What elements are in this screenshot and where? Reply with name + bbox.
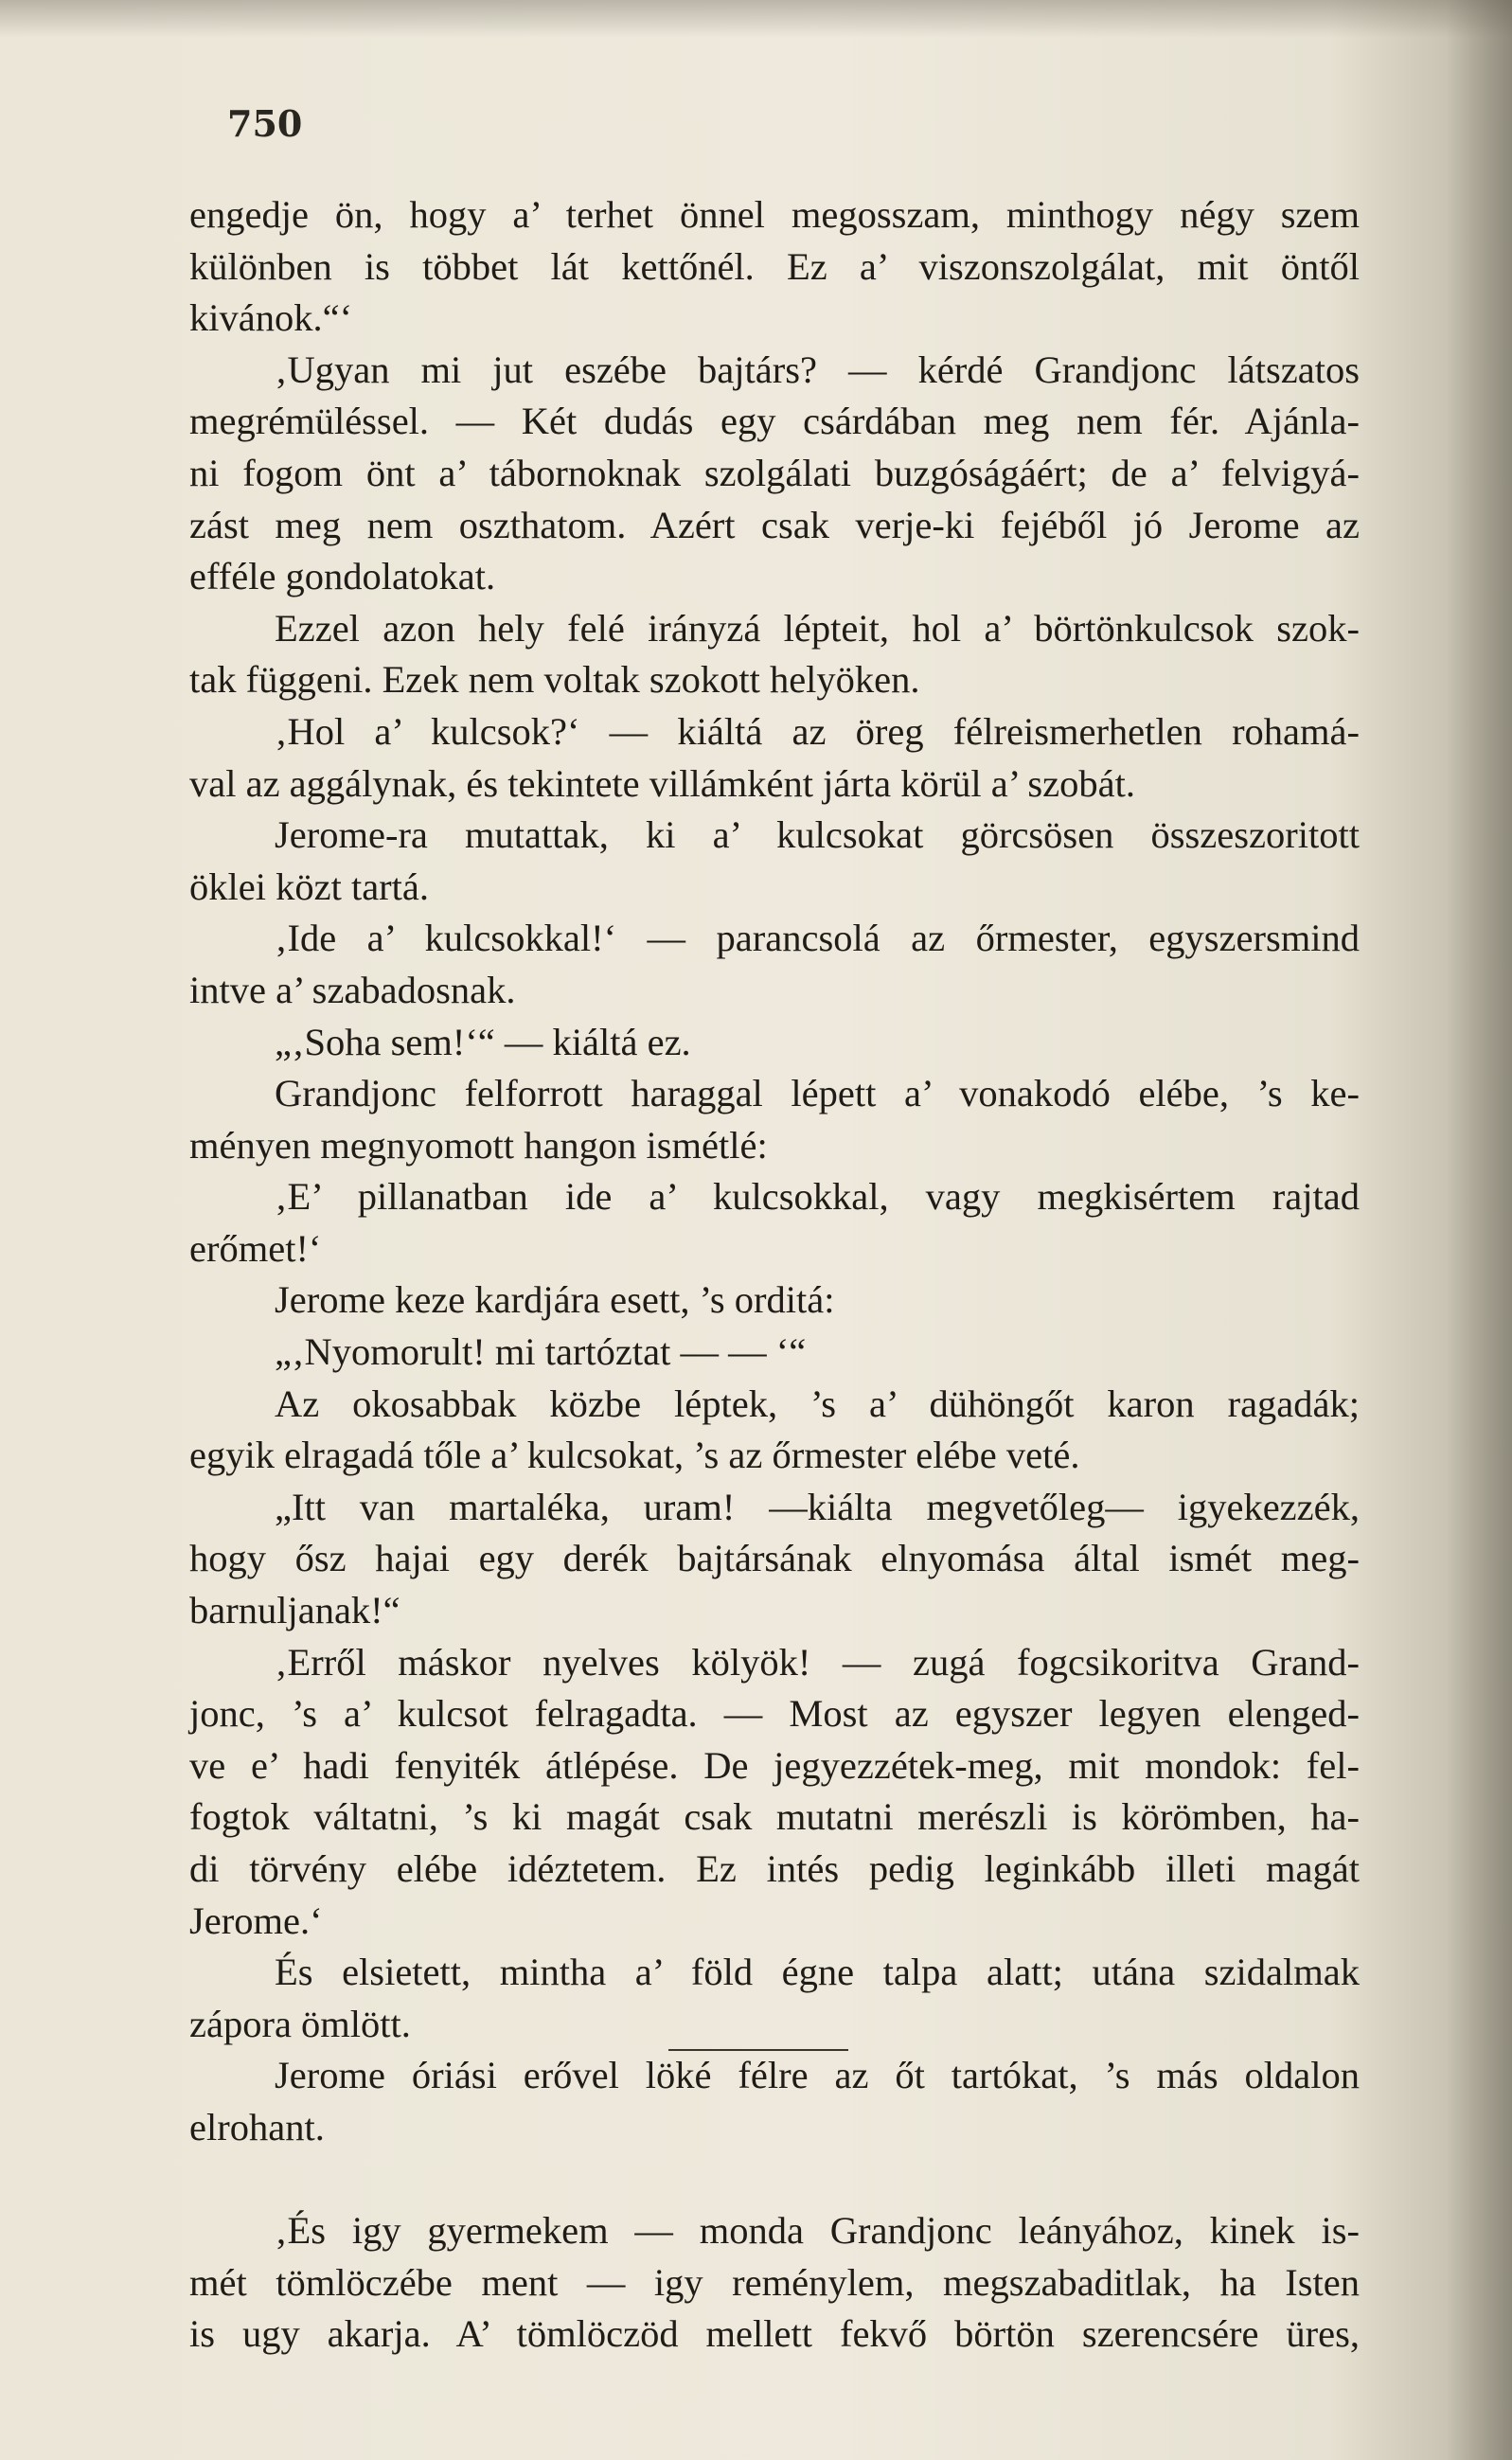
text-line: fogtok váltatni, ’s ki magát csak mutatni merészli is körömben, ha- [189,1795,1360,1839]
text-line: elrohant. [189,2105,325,2148]
text-line: Grandjonc felforrott haraggal lépett a’ vonakodó elébe, ’s ke- [275,1072,1360,1115]
text-line: jonc, ’s a’ kulcsot felragadta. — Most az egyszer legyen elenged- [189,1692,1360,1736]
blank-line [189,2154,1360,2206]
text-line: barnuljanak!“ [189,1589,400,1632]
text-line: mét tömlöczébe ment — igy reménylem, megszabaditlak, ha Isten [189,2260,1360,2304]
text-line: ‚Ide a’ kulcsokkal!‘ — parancsolá az őrmester, egyszersmind [275,917,1360,960]
text-line: És elsietett, mintha a’ föld égne talpa alatt; utána szidalmak [275,1951,1360,1994]
text-line: öklei közt tartá. [189,865,430,908]
text-line: ‚Erről máskor nyelves kölyök! — zugá fogcsikoritva Grand- [275,1640,1360,1684]
text-line: efféle gondolatokat. [189,555,496,598]
text-line: ‚E’ pillanatban ide a’ kulcsokkal, vagy megkisértem rajtad [275,1175,1360,1219]
section-divider [668,2049,848,2051]
body-text [189,189,1360,2361]
text-line: Jerome.‘ [189,1898,323,1942]
text-line: „‚Soha sem!‘“ — kiáltá ez. [275,1020,691,1063]
text-line: ‚Hol a’ kulcsok?‘ — kiáltá az öreg félreismerhetlen rohamá- [275,709,1360,753]
text-line: ve e’ hadi fenyiték átlépése. De jegyezzétek-meg, mit mondok: fel- [189,1743,1360,1787]
text-line: di törvény elébe idéztetem. Ez intés pedig leginkább illeti magát [189,1847,1360,1890]
text-line: engedje ön, hogy a’ terhet önnel megosszam, minthogy négy szem [189,193,1360,236]
text-line: ‚És igy gyermekem — monda Grandjonc leányához, kinek is- [275,2209,1360,2253]
binding-edge-shadow [1446,0,1512,2460]
text-line: Jerome óriási erővel löké félre az őt tartókat, ’s más oldalon [275,2054,1360,2097]
text-line: tak függeni. Ezek nem voltak szokott helyöken. [189,658,920,702]
text-line: Az okosabbak közbe léptek, ’s a’ dühöngőt karon ragadák; [275,1382,1360,1425]
text-line: Jerome keze kardjára esett, ’s orditá: [275,1278,835,1322]
text-line: erőmet!‘ [189,1226,322,1270]
text-line: Ezzel azon hely felé irányzá lépteit, hol a’ börtönkulcsok szok- [275,606,1360,650]
text-line: Jerome-ra mutattak, ki a’ kulcsokat görcsösen összeszoritott [275,813,1360,857]
text-line: megrémüléssel. — Két dudás egy csárdában meg nem fér. Ajánla- [189,400,1360,443]
text-line: is ugy akarja. A’ tömlöczöd mellett fekvő börtön szerencsére üres, [189,2312,1360,2356]
text-line: intve a’ szabadosnak. [189,968,516,1011]
top-edge-shadow [0,0,1512,38]
text-line: ményen megnyomott hangon ismétlé: [189,1123,768,1167]
text-line: zást meg nem oszthatom. Azért csak verje-ki fejéből jó Jerome az [189,503,1360,546]
text-line: ni fogom önt a’ tábornoknak szolgálati buzgóságáért; de a’ felvigyá- [189,451,1360,494]
text-line: ‚Ugyan mi jut eszébe bajtárs? — kérdé Grandjonc látszatos [275,348,1360,391]
text-line: „‚Nyomorult! mi tartóztat — — ‘“ [275,1330,807,1374]
text-line: hogy ősz hajai egy derék bajtársának elnyomása által ismét meg- [189,1537,1360,1580]
text-line: „Itt van martaléka, uram! —kiálta megvetőleg— igyekezzék, [275,1485,1360,1528]
page-number: 750 [227,102,303,145]
text-line: val az aggálynak, és tekintete villámként járta körül a’ szobát. [189,761,1135,805]
text-line: zápora ömlött. [189,2002,411,2045]
text-line: egyik elragadá tőle a’ kulcsokat, ’s az őrmester elébe veté. [189,1434,1080,1477]
text-line: különben is többet lát kettőnél. Ez a’ viszonszolgálat, mit öntől [189,244,1360,288]
text-line: kivánok.“‘ [189,296,353,340]
